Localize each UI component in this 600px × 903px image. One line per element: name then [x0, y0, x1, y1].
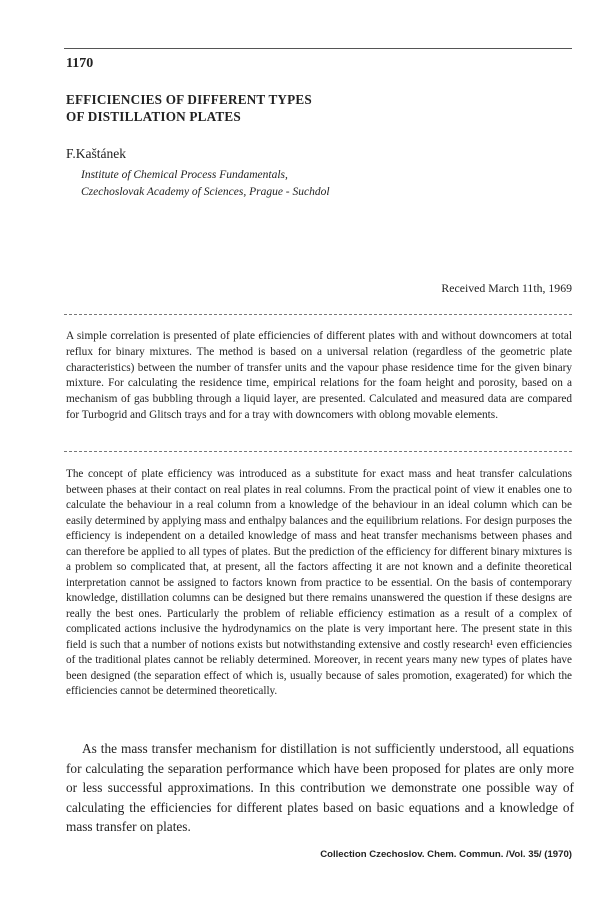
abstract-bottom-divider	[64, 451, 572, 452]
title-line-1: EFFICIENCIES OF DIFFERENT TYPES	[66, 92, 312, 107]
page-number: 1170	[66, 56, 94, 71]
affiliation-line-1: Institute of Chemical Process Fundamentals,	[81, 169, 288, 181]
abstract-top-divider	[64, 314, 572, 315]
affiliation-line-2: Czechoslovak Academy of Sciences, Prague - Suchdol	[81, 186, 330, 198]
author-affiliation	[81, 167, 330, 201]
intro-paragraph: As the mass transfer mechanism for distillation is not sufficiently understood, all equations for calculating the separation performance which have been proposed for plates are only more or less successful approximations. In this contribution we demonstrate one possible way of calculating the efficiencies for different plates based on basic equations and a knowledge of mass transfer on plates.	[66, 741, 574, 835]
header-rule	[64, 48, 572, 49]
received-date: Received March 11th, 1969	[441, 281, 572, 295]
title-line-2: OF DISTILLATION PLATES	[66, 109, 241, 124]
body-paragraph: The concept of plate efficiency was introduced as a substitute for exact mass and heat transfer calculations between phases at their contact on real plates in real columns. From the practical point of view it enables one to calculate the behaviour in a real column from a knowledge of the behaviour in an ideal column which can be easily determined by applying mass and enthalpy balances and the equilibrium relations. For design purposes the efficiency is independent on a detailed knowledge of mass and heat transfer mechanisms between phases and can therefore be applied to all types of plates. But the prediction of the efficiency for different binary mixtures is a problem so complicated that, at present, all the factors affecting it are not known and a definite theoretical interpretation cannot be assigned to factors known from practice to be essential. On the basis of contemporary knowledge, distillation columns can be designed but there remains unanswered the question if these designs are really the best ones. Particularly the problem of reliable efficiency estimation as a result of a complex of complicated actions inclusive the hydrodynamics on the plate is very important here. The present state in this field is such that a number of notions exists but notwithstanding extensive and costly research¹ even efficiencies of the traditional plates cannot be reliably determined. Moreover, in recent years many new types of plates have been designed (the separation effect of which is, usually because of sales promotion, exagerated) for which the efficiencies cannot be determined theoretically.	[66, 468, 572, 697]
article-title	[66, 91, 486, 125]
journal-citation: Collection Czechoslov. Chem. Commun. /Vol. 35/ (1970)	[320, 849, 572, 860]
author-name: F.Kaštánek	[66, 146, 127, 161]
abstract-text: A simple correlation is presented of plate efficiencies of different plates with and without downcomers at total reflux for binary mixtures. The method is based on a universal relation (regardless of the geometric plate characteristics) between the number of transfer units and the vapour phase residence time for the given binary mixture. For calculating the residence time, empirical relations for the foam height and porosity, based on a mechanism of gas bubbling through a liquid layer, are presented. Calculated and measured data are compared for Turbogrid and Glitsch trays and for a tray with downcomers with oblong movable elements.	[66, 330, 572, 421]
